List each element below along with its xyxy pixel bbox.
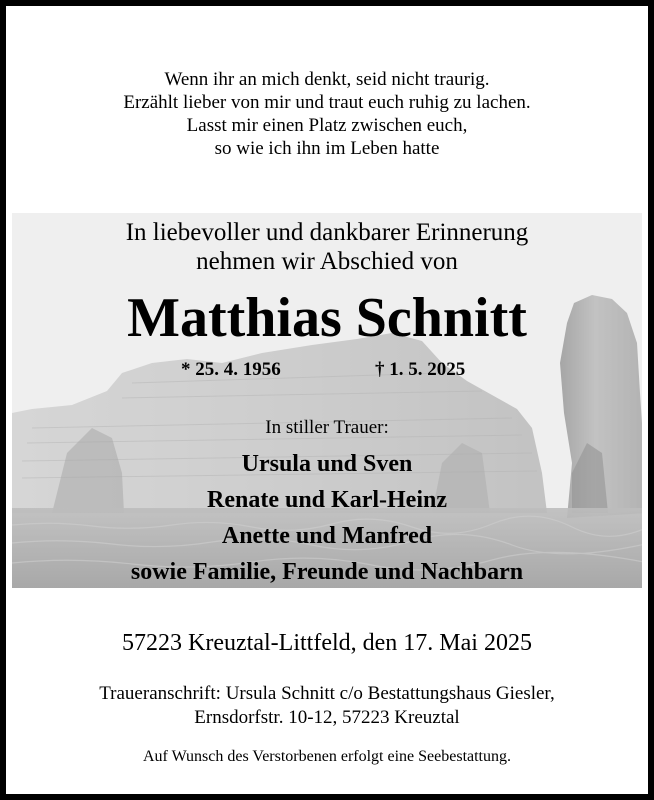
poem: [6, 68, 648, 160]
death-date: † 1. 5. 2025: [375, 359, 466, 380]
mourner-name: sowie Familie, Freunde und Nachbarn: [130, 559, 524, 585]
birth-date: * 25. 4. 1956: [181, 359, 281, 380]
poem-line: Lasst mir einen Platz zwischen euch,: [186, 115, 468, 136]
poem-line: Wenn ihr an mich denkt, seid nicht traurig.: [164, 69, 490, 90]
deceased-name: Matthias Schnitt: [127, 287, 527, 349]
mourner-list: [6, 446, 648, 590]
intro-line: nehmen wir Abschied von: [196, 248, 458, 275]
intro-line: In liebevoller und dankbarer Erinnerung: [125, 219, 529, 246]
poem-line: so wie ich ihn im Leben hatte: [214, 138, 440, 159]
mourner-name: Renate und Karl-Heinz: [207, 487, 447, 513]
poem-line: Erzählt lieber von mir und traut euch ruhig zu lachen.: [123, 92, 531, 113]
mourning-address: [6, 682, 648, 730]
address-line: Ernsdorfstr. 10-12, 57223 Kreuztal: [194, 707, 460, 728]
burial-notice: Auf Wunsch des Verstorbenen erfolgt eine Seebestattung.: [143, 748, 511, 765]
place-and-date: 57223 Kreuztal-Littfeld, den 17. Mai 2025: [122, 630, 532, 656]
intro-text: [6, 218, 648, 276]
mourning-label: In stiller Trauer:: [265, 417, 389, 438]
mourner-name: Ursula und Sven: [241, 451, 413, 477]
mourner-name: Anette und Manfred: [221, 523, 433, 549]
address-line: Traueranschrift: Ursula Schnitt c/o Bestattungshaus Giesler,: [99, 683, 555, 704]
